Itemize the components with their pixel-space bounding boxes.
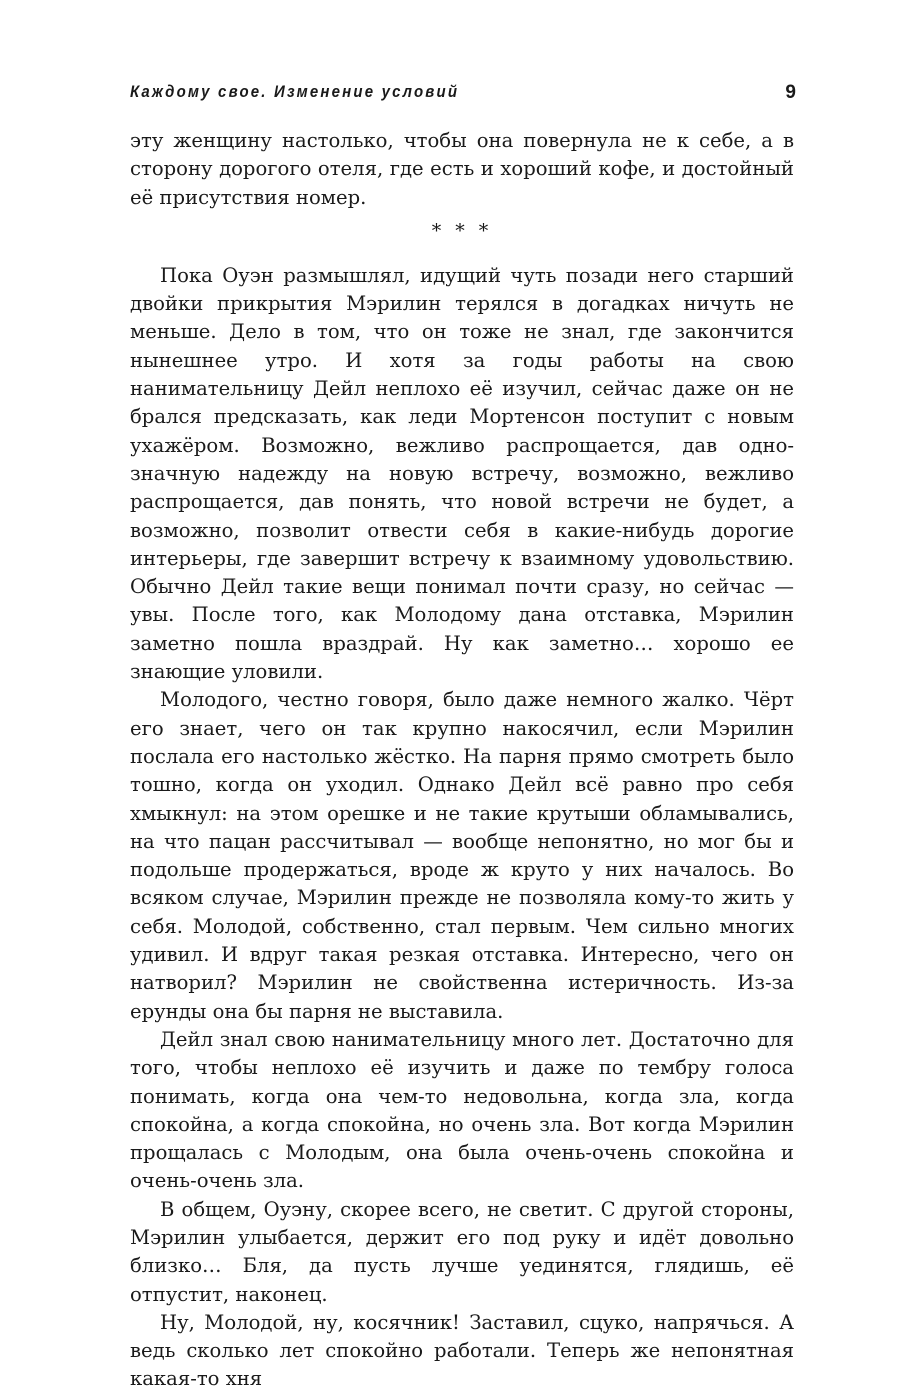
running-title: Каждому свое. Изменение условий — [130, 82, 460, 101]
running-head — [130, 82, 798, 112]
paragraph: В общем, Оуэну, скорее всего, не светит. С другой стороны, Мэрилин улыбается, держит его под руку и идёт довольно близко… Бля, да пусть лучше уединятся, глядишь, её отпустит, наконец. — [130, 1197, 794, 1306]
section-separator: * * * — [431, 219, 493, 242]
paragraph: Молодого, честно говоря, было даже немного жалко. Чёрт его знает, чего он так крупно накосячил, если Мэрилин послала его настолько жёстко. На парня прямо смотреть было тошно, когда он уходил. Однако Дейл всё равно про себя хмыкнул: на этом орешке и не такие крутыши обламывались, на что пацан рассчитывал — вообще непонятно, но мог бы и подольше продержаться, вроде ж круто у них началось. Во всяком случае, Мэрилин прежде не позволяла кому-то жить у себя. Молодой, собственно, стал первым. Чем сильно многих удивил. И вдруг такая резкая отставка. Интересно, чего он натворил? Мэрилин не свойственна истеричность. Из-за ерунды она бы парня не выставила. — [130, 688, 794, 1023]
page-number: 9 — [785, 82, 796, 103]
paragraph-continued: эту женщину настолько, чтобы она повернула не к себе, а в сторону дорогого отеля, где есть и хороший кофе, и достойный её присутствия номер. — [130, 129, 794, 209]
paragraph: Дейл знал свою нанимательницу много лет. Достаточно для того, чтобы неплохо её изучить и даже по тембру голоса понимать, когда она чем-то недовольна, когда зла, когда спокойна, а когда спокойна, но очень зла. Вот когда Мэрилин прощалась с Молодым, она была очень-очень спокойна и очень-очень зла. — [130, 1027, 794, 1193]
paragraph: Пока Оуэн размышлял, идущий чуть позади него старший двойки прикрытия Мэрилин терялся в догадках ничуть не меньше. Дело в том, что он тоже не знал, где закончится нынешнее утро. И хотя за годы работы на свою нанимательницу Дейл неплохо её изучил, сейчас даже он не брался предсказать, как леди Мортенсон поступит с новым ухажёром. Возможно, вежливо распрощается, дав однозначную надежду на новую встречу, возможно, вежливо распрощается, дав понять, что новой встречи не будет, а возможно, позволит отвести себя в какие-нибудь дорогие интерьеры, где завершит встречу к взаимному удовольствию. Обычно Дейл такие вещи понимал почти сразу, но сейчас — увы. После того, как Молодому дана отставка, Мэрилин заметно пошла враздрай. Ну как заметно… хорошо ее знающие уловили. — [130, 263, 794, 684]
paragraph: Ну, Молодой, ну, косячник! Заставил, сцуко, напрячься. А ведь сколько лет спокойно работали. Теперь же непонятная какая-то хня — [130, 1310, 794, 1391]
text-block — [130, 127, 794, 1394]
